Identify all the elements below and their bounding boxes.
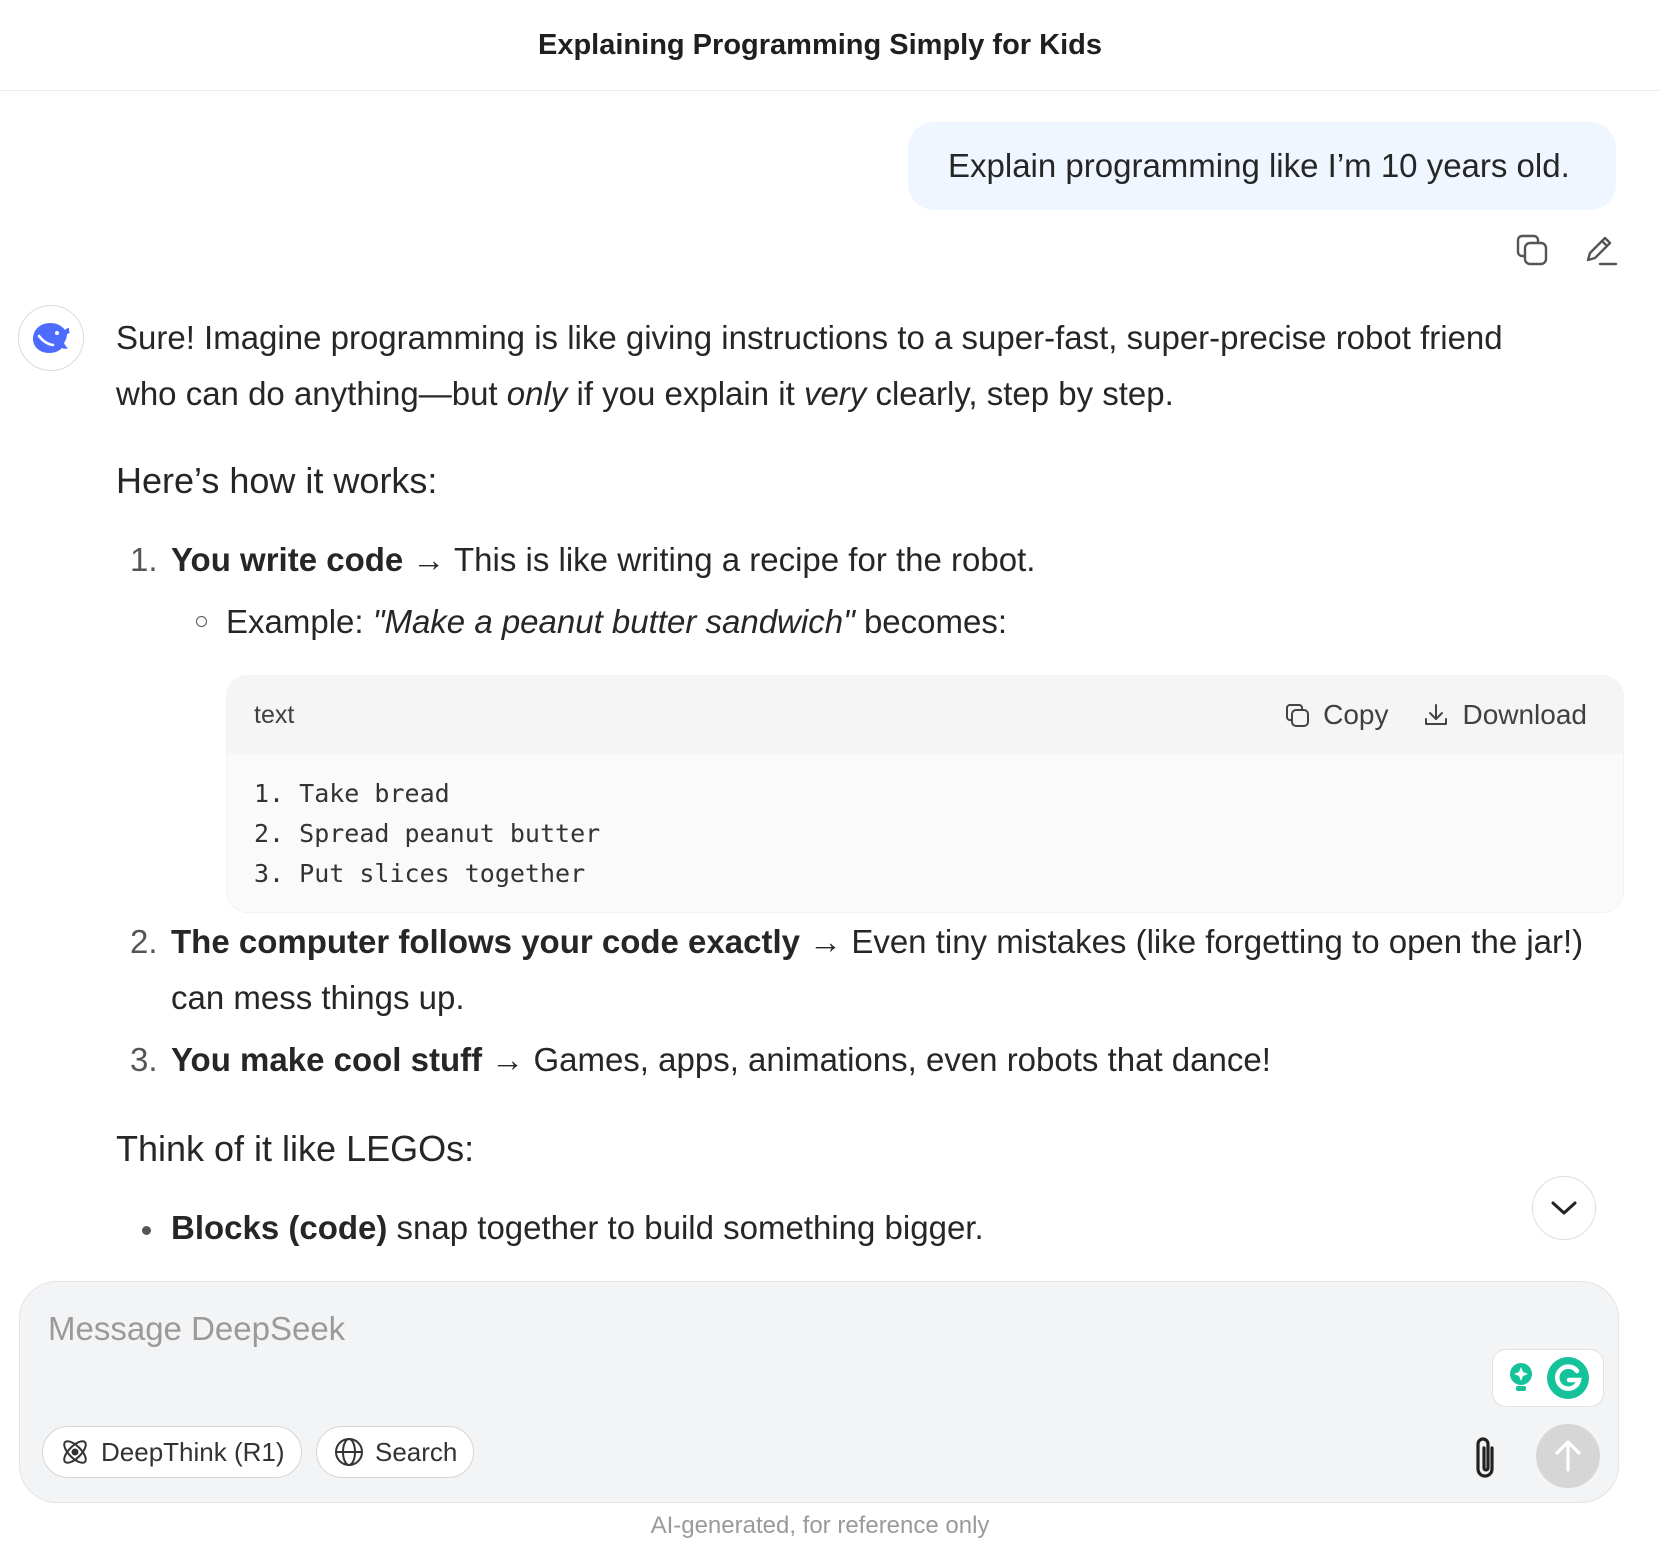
edit-message-button[interactable] (1582, 232, 1618, 268)
list-number: 3. (130, 1041, 158, 1078)
intro-emphasis-very: very (803, 375, 867, 412)
code-line: 2. Spread peanut butter (254, 819, 601, 848)
step-bold: You make cool stuff (171, 1041, 483, 1078)
bullet-dot (142, 1226, 151, 1235)
code-line: 3. Put slices together (254, 859, 586, 888)
code-copy-label: Copy (1323, 699, 1389, 730)
chat-title: Explaining Programming Simply for Kids (538, 28, 1102, 61)
send-button[interactable] (1536, 1424, 1600, 1488)
assistant-avatar (18, 305, 84, 371)
list-number: 2. (130, 923, 158, 960)
atom-icon (59, 1436, 91, 1468)
intro-text: who can do anything—but (116, 375, 507, 412)
example-suffix: becomes: (854, 603, 1008, 640)
scroll-to-bottom-button[interactable] (1532, 1176, 1596, 1240)
example-prefix: Example: (226, 603, 373, 640)
arrow-up-icon (1553, 1439, 1583, 1473)
section-heading-legos: Think of it like LEGOs: (116, 1128, 475, 1169)
message-input[interactable] (46, 1308, 1350, 1372)
step-bold: The computer follows your code exactly (171, 923, 800, 960)
list-item (116, 1032, 1626, 1088)
step-text: → Even tiny mistakes (like forgetting to open the jar!) (799, 923, 1584, 960)
lightbulb-icon (1506, 1360, 1536, 1396)
grammarly-widget[interactable] (1492, 1349, 1604, 1407)
user-message-bubble (908, 122, 1616, 210)
step-bold: You write code (171, 541, 404, 578)
example-emphasis: "Make a peanut butter sandwich" (372, 603, 855, 640)
globe-icon (333, 1436, 365, 1468)
bullet-text: snap together to build something bigger. (387, 1209, 984, 1246)
sub-list-item (116, 594, 1626, 650)
intro-emphasis-only: only (506, 375, 568, 412)
intro-text: clearly, step by step. (866, 375, 1174, 412)
list-number: 1. (130, 541, 158, 578)
ai-disclaimer: AI-generated, for reference only (650, 1512, 990, 1539)
deepseek-whale-icon (29, 320, 73, 356)
chevron-down-icon (1549, 1198, 1579, 1218)
step-text-continued: can mess things up. (171, 979, 465, 1016)
list-item (116, 914, 1626, 1026)
code-actions (1283, 699, 1587, 731)
code-content (227, 754, 1623, 894)
copy-message-button[interactable] (1514, 232, 1550, 268)
deepthink-toggle[interactable] (42, 1426, 302, 1478)
bullet-bold: Blocks (code) (171, 1209, 388, 1246)
code-copy-button[interactable] (1283, 699, 1388, 731)
attach-file-button[interactable] (1460, 1430, 1510, 1486)
code-block (226, 675, 1624, 913)
step-text: → Games, apps, animations, even robots that dance! (482, 1041, 1271, 1078)
step-text: → This is like writing a recipe for the robot. (403, 541, 1036, 578)
pencil-icon (1582, 232, 1618, 268)
code-block-header (227, 676, 1623, 754)
deepthink-label: DeepThink (R1) (101, 1436, 285, 1467)
copy-icon (1514, 232, 1550, 268)
user-message-text: Explain programming like I’m 10 years old. (948, 147, 1570, 184)
search-toggle[interactable] (316, 1426, 474, 1478)
chat-header (0, 0, 1660, 91)
code-line: 1. Take bread (254, 779, 450, 808)
code-download-button[interactable] (1422, 699, 1587, 731)
grammarly-icon (1546, 1356, 1590, 1400)
intro-line-1: Sure! Imagine programming is like giving instructions to a super-fast, super-precise robot friend (116, 319, 1503, 356)
intro-text: if you explain it (567, 375, 804, 412)
user-message-actions (1514, 232, 1618, 268)
copy-icon (1283, 701, 1311, 729)
paperclip-icon (1468, 1434, 1502, 1482)
download-icon (1422, 701, 1450, 729)
message-composer (19, 1281, 1619, 1503)
list-item (116, 1200, 1626, 1256)
code-download-label: Download (1462, 699, 1587, 730)
hollow-bullet (196, 616, 207, 627)
answer-intro (116, 310, 1626, 422)
code-language-label: text (254, 700, 295, 729)
section-heading-how-it-works: Here’s how it works: (116, 460, 438, 501)
search-label: Search (375, 1436, 458, 1467)
list-item (116, 532, 1626, 588)
